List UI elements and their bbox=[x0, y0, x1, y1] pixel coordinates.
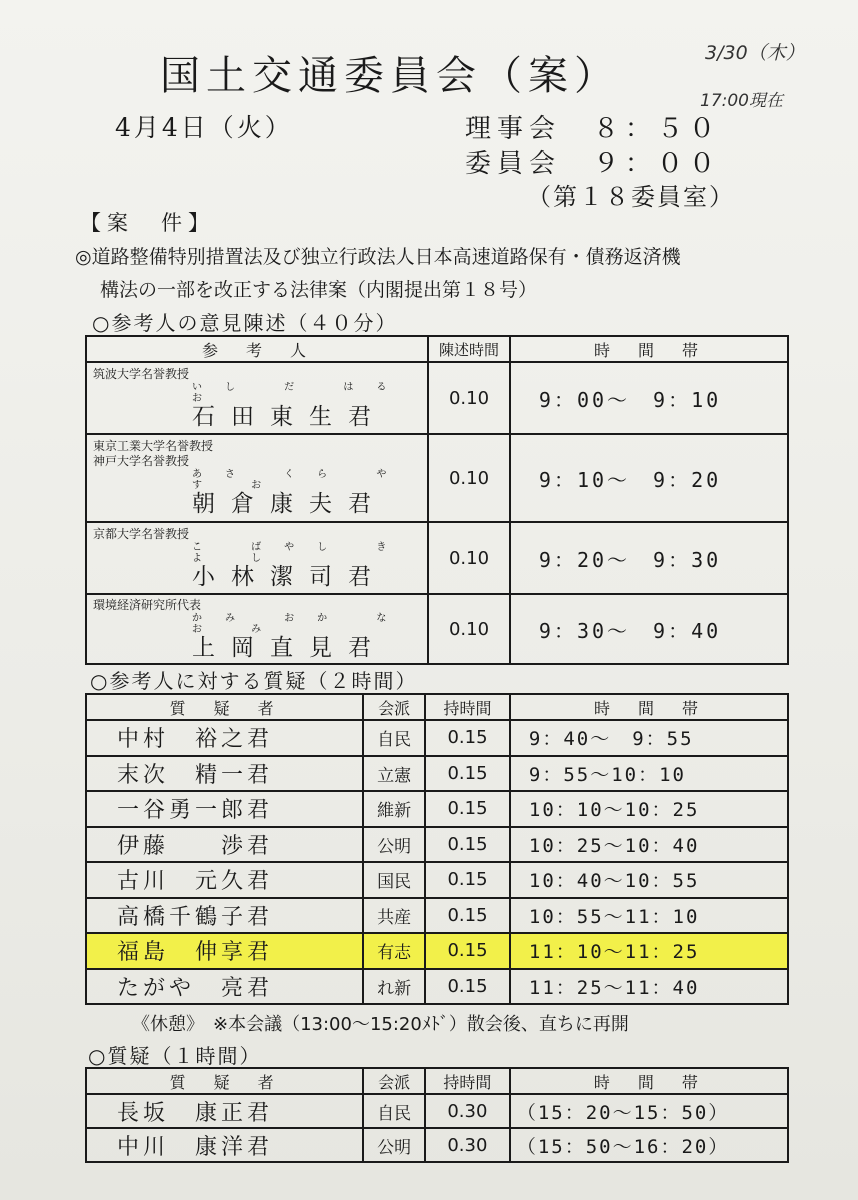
table-row bbox=[86, 522, 788, 594]
recess-note: 《休憩》 ※本会議（13:00～15:20ﾒﾄﾞ）散会後、直ちに再開 bbox=[132, 1014, 629, 1035]
witness-affiliation: 筑波大学名誉教授 bbox=[93, 366, 190, 381]
witness-furigana: あさ くら やす お bbox=[192, 469, 410, 491]
table-header-row bbox=[86, 694, 788, 720]
witness-statement-heading: ○参考人の意見陳述（４０分） bbox=[92, 311, 398, 335]
slot-cell: 10：25～10：40 bbox=[510, 827, 788, 863]
witness-cell bbox=[86, 434, 428, 522]
questioning-table-afternoon bbox=[85, 1067, 789, 1163]
questioner-name: 福島 伸享君 bbox=[86, 933, 363, 969]
party-cell: れ新 bbox=[363, 969, 425, 1005]
party-cell: 有志 bbox=[363, 933, 425, 969]
handwritten-time-note: 17:00現在 bbox=[700, 91, 783, 111]
slot-cell: 10：10～10：25 bbox=[510, 791, 788, 827]
slot-cell: 11：10～11：25 bbox=[510, 933, 788, 969]
questioner-name: 中村 裕之君 bbox=[86, 720, 363, 756]
time-cell: 0.15 bbox=[425, 969, 510, 1005]
witness-affiliation: 環境経済研究所代表 bbox=[93, 597, 202, 612]
header-duration: 陳述時間 bbox=[428, 336, 510, 362]
witness-slot: 9：20～ 9：30 bbox=[510, 522, 788, 594]
time-cell: 0.15 bbox=[425, 791, 510, 827]
table-row bbox=[86, 756, 788, 792]
committee-meeting-time: 委員会 ９：００ bbox=[465, 149, 722, 179]
header-slot: 時 間 帯 bbox=[510, 694, 788, 720]
witness-furigana: いし だ はる お bbox=[192, 381, 410, 404]
table-row bbox=[86, 362, 788, 434]
table-row-highlighted bbox=[86, 933, 788, 969]
witness-name: 上岡直見君 bbox=[192, 634, 387, 661]
party-cell: 自民 bbox=[363, 1094, 425, 1128]
witness-duration: 0.10 bbox=[428, 362, 510, 434]
questioner-name: 長坂 康正君 bbox=[86, 1094, 363, 1128]
witness-table bbox=[85, 335, 789, 665]
table-row bbox=[86, 434, 788, 522]
witness-cell bbox=[86, 522, 428, 594]
time-cell: 0.15 bbox=[425, 827, 510, 863]
party-cell: 共産 bbox=[363, 898, 425, 934]
header-slot: 時 間 帯 bbox=[510, 1068, 788, 1094]
table-row bbox=[86, 1094, 788, 1128]
questioner-name: たがや 亮君 bbox=[86, 969, 363, 1005]
party-cell: 自民 bbox=[363, 720, 425, 756]
questioning-heading: ○質疑（１時間） bbox=[88, 1044, 262, 1068]
witness-affiliation: 京都大学名誉教授 bbox=[93, 526, 190, 541]
bill-title-line1: ◎道路整備特別措置法及び独立行政法人日本高速道路保有・債務返済機 bbox=[75, 246, 681, 268]
header-witness: 参 考 人 bbox=[86, 336, 428, 362]
witness-slot: 9：30～ 9：40 bbox=[510, 594, 788, 664]
time-cell: 0.15 bbox=[425, 862, 510, 898]
meeting-date: 4月4日（火） bbox=[115, 113, 293, 142]
time-cell: 0.15 bbox=[425, 720, 510, 756]
witness-affiliation: 東京工業大学名誉教授 bbox=[93, 439, 214, 453]
table-row bbox=[86, 898, 788, 934]
witness-furigana: こ ばやし きよ し bbox=[192, 541, 410, 564]
questioner-name: 末次 精一君 bbox=[86, 756, 363, 792]
witness-affiliation-second: 神戸大学名誉教授 bbox=[93, 454, 190, 468]
time-cell: 0.15 bbox=[425, 933, 510, 969]
questioner-name: 高橋千鶴子君 bbox=[86, 898, 363, 934]
witness-furigana: かみ おか なお み bbox=[192, 612, 410, 635]
slot-cell: 9：55～10：10 bbox=[510, 756, 788, 792]
witness-cell bbox=[86, 594, 428, 664]
table-row bbox=[86, 862, 788, 898]
questioner-name: 一谷勇一郎君 bbox=[86, 791, 363, 827]
party-cell: 維新 bbox=[363, 791, 425, 827]
table-header-row bbox=[86, 336, 788, 362]
document-title: 国土交通委員会（案） bbox=[160, 53, 620, 99]
header-time: 持時間 bbox=[425, 1068, 510, 1094]
witness-duration: 0.10 bbox=[428, 594, 510, 664]
witness-questioning-heading: ○参考人に対する質疑（２時間） bbox=[90, 669, 418, 693]
witness-name: 朝倉康夫君 bbox=[192, 491, 387, 517]
table-row bbox=[86, 791, 788, 827]
time-cell: 0.30 bbox=[425, 1128, 510, 1162]
witness-duration: 0.10 bbox=[428, 434, 510, 522]
table-header-row bbox=[86, 1068, 788, 1094]
slot-cell: 10：40～10：55 bbox=[510, 862, 788, 898]
time-cell: 0.15 bbox=[425, 898, 510, 934]
questioner-name: 伊藤 渉君 bbox=[86, 827, 363, 863]
time-cell: 0.30 bbox=[425, 1094, 510, 1128]
witness-name: 小林潔司君 bbox=[192, 563, 387, 590]
witness-name: 石田東生君 bbox=[192, 403, 387, 430]
questioner-name: 古川 元久君 bbox=[86, 862, 363, 898]
header-slot: 時 間 帯 bbox=[510, 336, 788, 362]
table-row bbox=[86, 1128, 788, 1162]
meeting-room: （第１８委員室） bbox=[527, 183, 735, 211]
witness-cell bbox=[86, 362, 428, 434]
handwritten-date-note: 3/30（木） bbox=[705, 42, 805, 64]
agenda-heading: 【案 件】 bbox=[80, 211, 215, 235]
time-cell: 0.15 bbox=[425, 756, 510, 792]
table-row bbox=[86, 594, 788, 664]
slot-cell: 9：40～ 9：55 bbox=[510, 720, 788, 756]
bill-title-line2: 構法の一部を改正する法律案（内閣提出第１８号） bbox=[100, 279, 538, 301]
header-party: 会派 bbox=[363, 694, 425, 720]
slot-cell: （15：20～15：50） bbox=[510, 1094, 788, 1128]
questioning-table bbox=[85, 693, 789, 1005]
header-questioner: 質 疑 者 bbox=[86, 1068, 363, 1094]
party-cell: 国民 bbox=[363, 862, 425, 898]
slot-cell: （15：50～16：20） bbox=[510, 1128, 788, 1162]
slot-cell: 10：55～11：10 bbox=[510, 898, 788, 934]
header-time: 持時間 bbox=[425, 694, 510, 720]
header-party: 会派 bbox=[363, 1068, 425, 1094]
witness-slot: 9：00～ 9：10 bbox=[510, 362, 788, 434]
questioner-name: 中川 康洋君 bbox=[86, 1128, 363, 1162]
party-cell: 立憲 bbox=[363, 756, 425, 792]
table-row bbox=[86, 720, 788, 756]
board-meeting-time: 理事会 ８：５０ bbox=[465, 114, 722, 144]
header-questioner: 質 疑 者 bbox=[86, 694, 363, 720]
table-row bbox=[86, 969, 788, 1005]
table-row bbox=[86, 827, 788, 863]
witness-duration: 0.10 bbox=[428, 522, 510, 594]
slot-cell: 11：25～11：40 bbox=[510, 969, 788, 1005]
witness-slot: 9：10～ 9：20 bbox=[510, 434, 788, 522]
party-cell: 公明 bbox=[363, 1128, 425, 1162]
party-cell: 公明 bbox=[363, 827, 425, 863]
